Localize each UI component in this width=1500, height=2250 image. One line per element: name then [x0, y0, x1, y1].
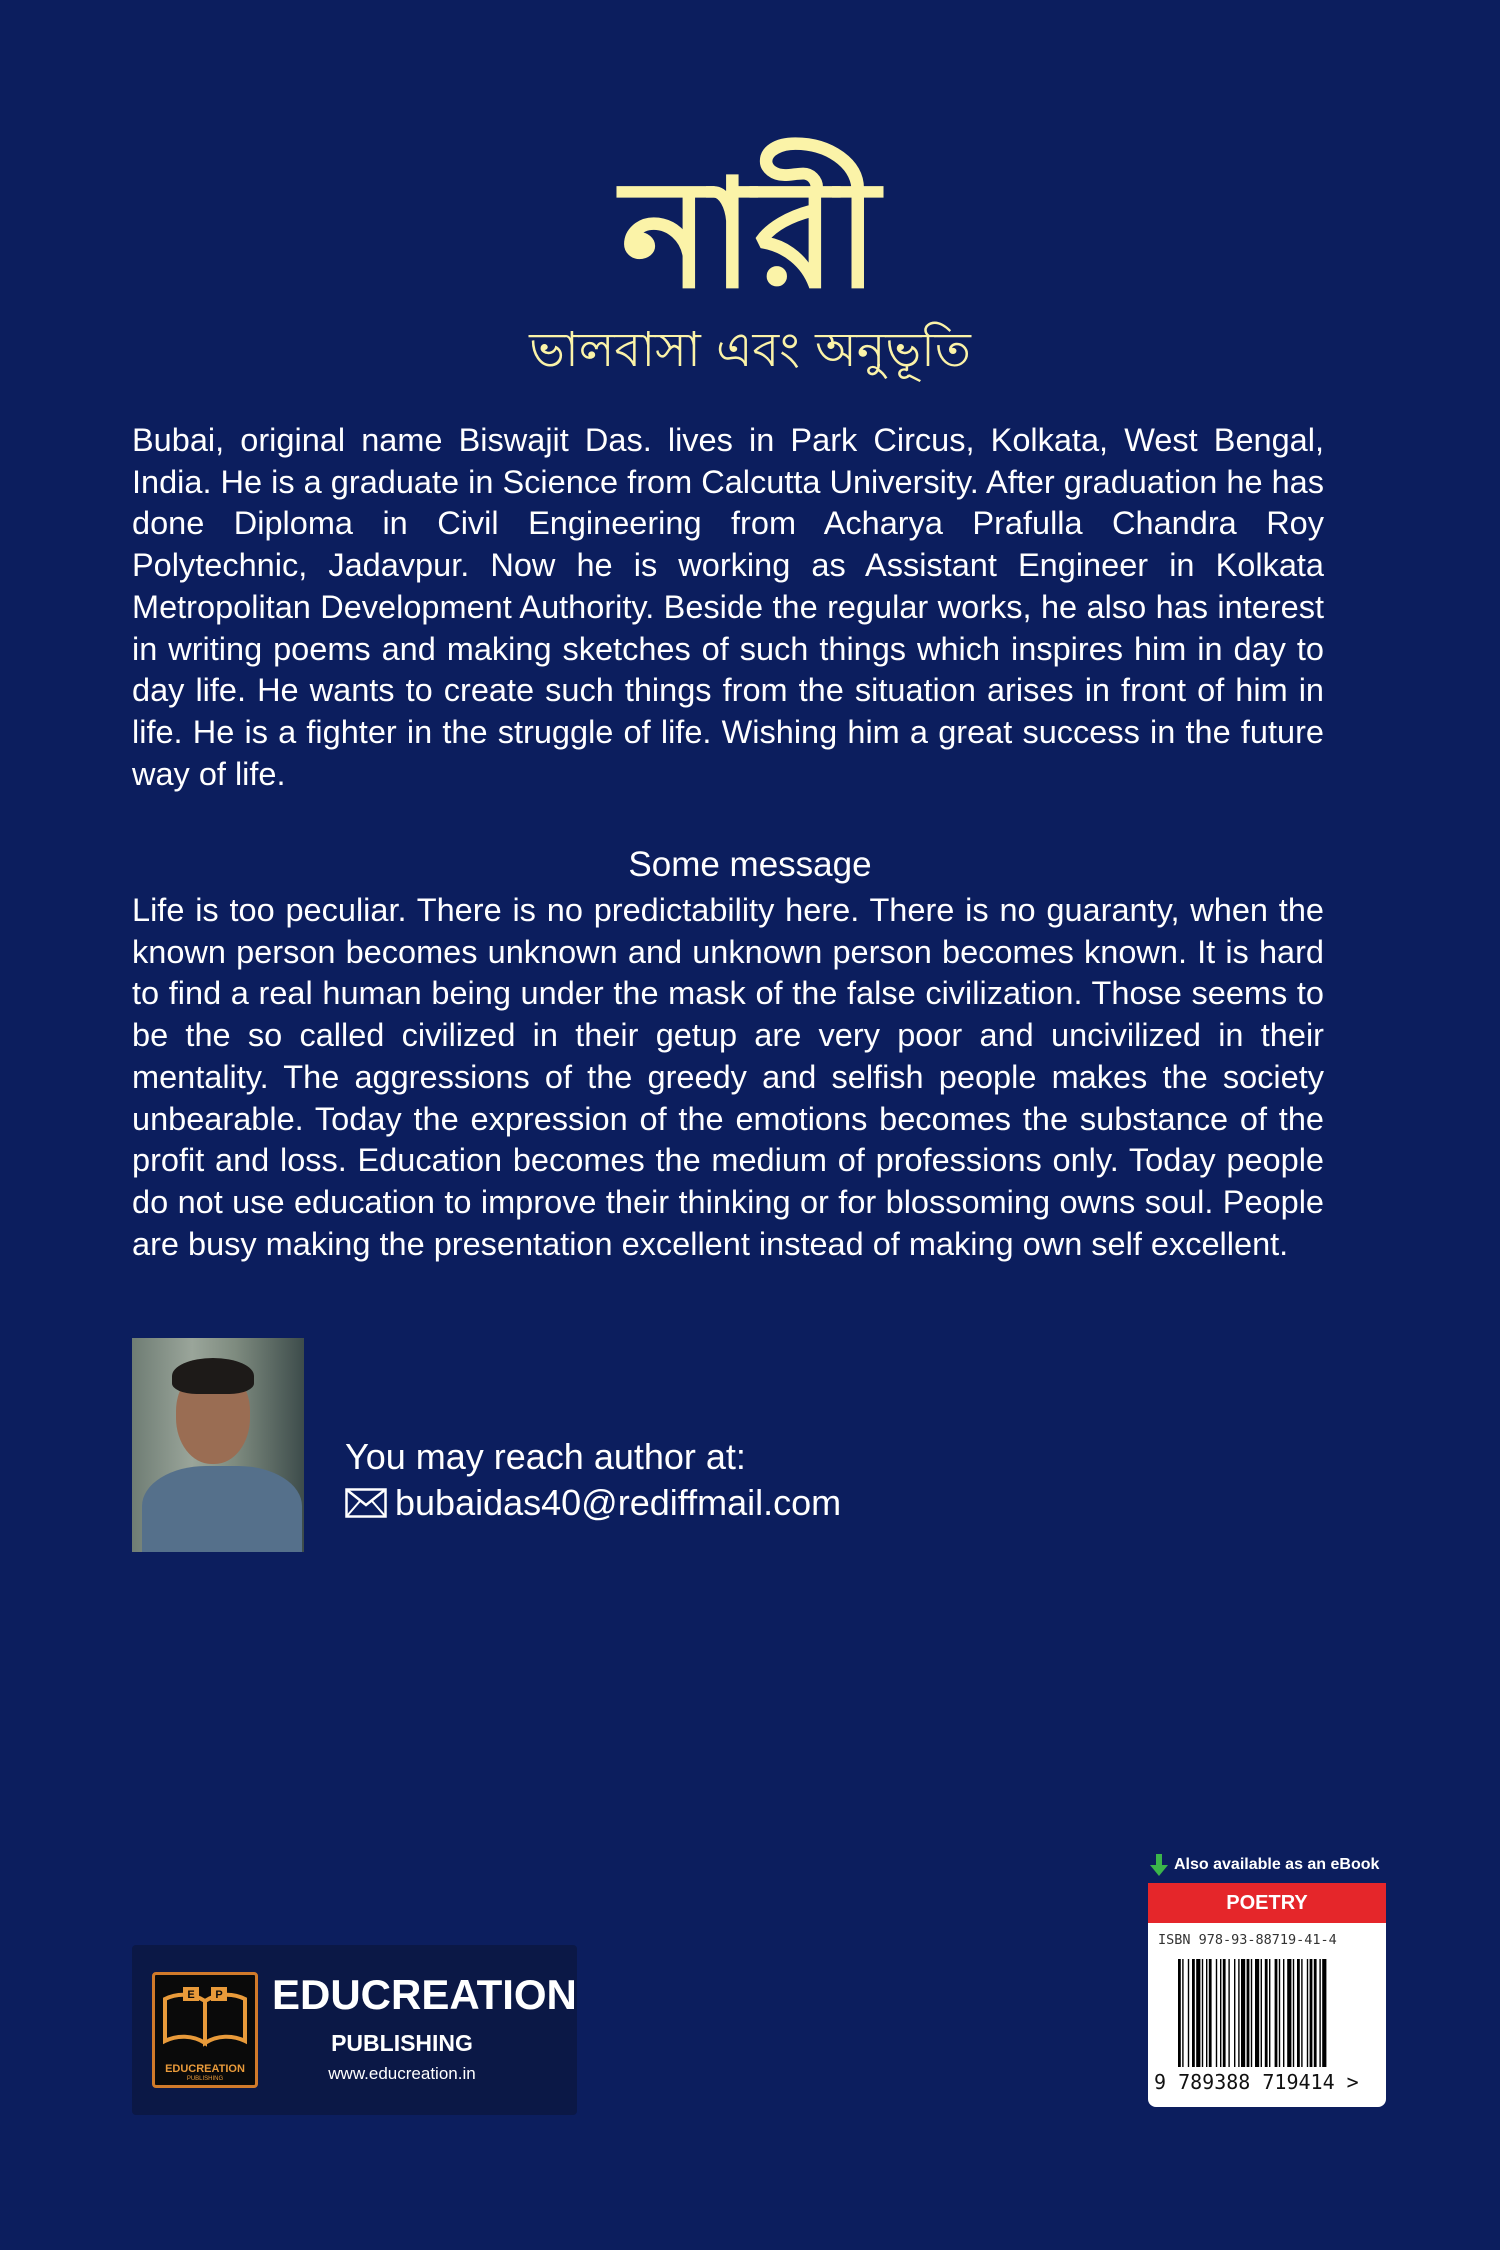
download-arrow-icon — [1150, 1854, 1168, 1876]
publisher-subtitle: PUBLISHING — [331, 2030, 473, 2056]
barcode-bar-0 — [1178, 1959, 1181, 2067]
barcode-bar-25 — [1293, 1959, 1294, 2067]
barcode-bar-18 — [1261, 1959, 1262, 2067]
barcode-bar-23 — [1283, 1959, 1284, 2067]
barcode-bar-24 — [1287, 1959, 1291, 2067]
barcode-bar-16 — [1251, 1959, 1252, 2067]
barcode-bar-13 — [1238, 1959, 1239, 2067]
book-title: নারী — [620, 148, 880, 322]
message-body: Life is too peculiar. There is no predictability here. There is no guaranty, when the known person becomes unknown and unknown person becomes known. It is hard to find a real human being under the mask of the false civilization. Those seems to be the so called civilized in their getup are very poor and uncivilized in their mentality. The aggressions of the greedy and selfish people makes the society unbearable. Today the expression of the emotions becomes the substance of the profit and loss. Education becomes the medium of professions only. Today people do not use education to improve their thinking or for blossoming owns soul. People are busy making the presentation excellent instead of making own self excellent. — [132, 892, 1324, 1262]
publisher-url[interactable]: www.educreation.in — [328, 2064, 476, 2083]
barcode-bar-4 — [1196, 1959, 1200, 2067]
barcode-bar-31 — [1319, 1959, 1320, 2067]
open-book-icon — [155, 1979, 255, 2059]
envelope-icon — [345, 1488, 387, 1518]
publisher-badge — [132, 1945, 577, 2115]
barcode-bar-17 — [1255, 1959, 1259, 2067]
author-bio: Bubai, original name Biswajit Das. lives in Park Circus, Kolkata, West Bengal, India. He is a graduate in Science from Calcutta University. After graduation he has done Diploma in Civil Engineering from Acharya Prafulla Chandra Roy Polytechnic, Jadavpur. Now he is working as Assistant Engineer in Kolkata Metropolitan Development Authority. Beside the regular works, he also has interest in writing poems and making sketches of such things which inspires him in day to day life. He wants to create such things from the situation arises in front of him in life. He is a fighter in the struggle of life. Wishing him a great success in the future way of life. — [132, 422, 1324, 792]
barcode-bars — [1178, 1959, 1366, 2067]
barcode-bar-28 — [1307, 1959, 1308, 2067]
barcode-bar-5 — [1202, 1959, 1203, 2067]
barcode-bar-27 — [1301, 1959, 1302, 2067]
barcode-bar-8 — [1216, 1959, 1217, 2067]
publisher-logo — [152, 1972, 258, 2088]
photo-shirt — [142, 1466, 302, 1552]
barcode-bar-11 — [1228, 1959, 1229, 2067]
book-subtitle: ভালবাসা এবং অনুভূতি — [529, 322, 971, 378]
barcode-bar-22 — [1279, 1959, 1280, 2067]
contact-email-line[interactable] — [345, 1480, 841, 1526]
barcode-bar-19 — [1265, 1959, 1268, 2067]
contact-block — [345, 1434, 841, 1526]
svg-text:P: P — [215, 1989, 223, 2001]
barcode-bar-2 — [1188, 1959, 1189, 2067]
barcode-bar-15 — [1247, 1959, 1250, 2067]
isbn-text: ISBN 978-93-88719-41-4 — [1158, 1932, 1337, 1948]
publisher-logo-sub: PUBLISHING — [186, 2076, 224, 2082]
barcode-bar-6 — [1206, 1959, 1207, 2067]
ebook-note — [1150, 1854, 1379, 1876]
barcode-bar-12 — [1234, 1959, 1235, 2067]
barcode-bar-32 — [1322, 1959, 1326, 2067]
barcode-bar-29 — [1310, 1959, 1313, 2067]
barcode-bar-1 — [1182, 1959, 1183, 2067]
barcode-digits: 9 789388 719414 > — [1154, 2070, 1359, 2094]
genre-label: POETRY — [1148, 1883, 1386, 1923]
publisher-logo-text: EDUCREATION — [165, 2063, 245, 2075]
barcode-bar-20 — [1269, 1959, 1270, 2067]
ebook-note-text: Also available as an eBook — [1174, 1856, 1380, 1873]
barcode-bar-30 — [1314, 1959, 1317, 2067]
barcode-box — [1148, 1883, 1386, 2107]
barcode-bar-26 — [1297, 1959, 1300, 2067]
message-heading: Some message — [628, 845, 872, 884]
contact-label: You may reach author at: — [345, 1436, 746, 1477]
svg-text:E: E — [187, 1989, 195, 2001]
barcode-bar-3 — [1192, 1959, 1195, 2067]
barcode-bar-21 — [1275, 1959, 1278, 2067]
barcode-bar-9 — [1220, 1959, 1221, 2067]
barcode-bar-10 — [1223, 1959, 1226, 2067]
contact-email[interactable]: bubaidas40@rediffmail.com — [395, 1482, 842, 1523]
photo-hair — [172, 1358, 254, 1394]
barcode-bar-7 — [1209, 1959, 1212, 2067]
barcode-bar-14 — [1241, 1959, 1245, 2067]
publisher-name: EDUCREATION — [272, 1971, 577, 2018]
title-block — [0, 150, 1500, 380]
author-photo — [132, 1338, 304, 1552]
